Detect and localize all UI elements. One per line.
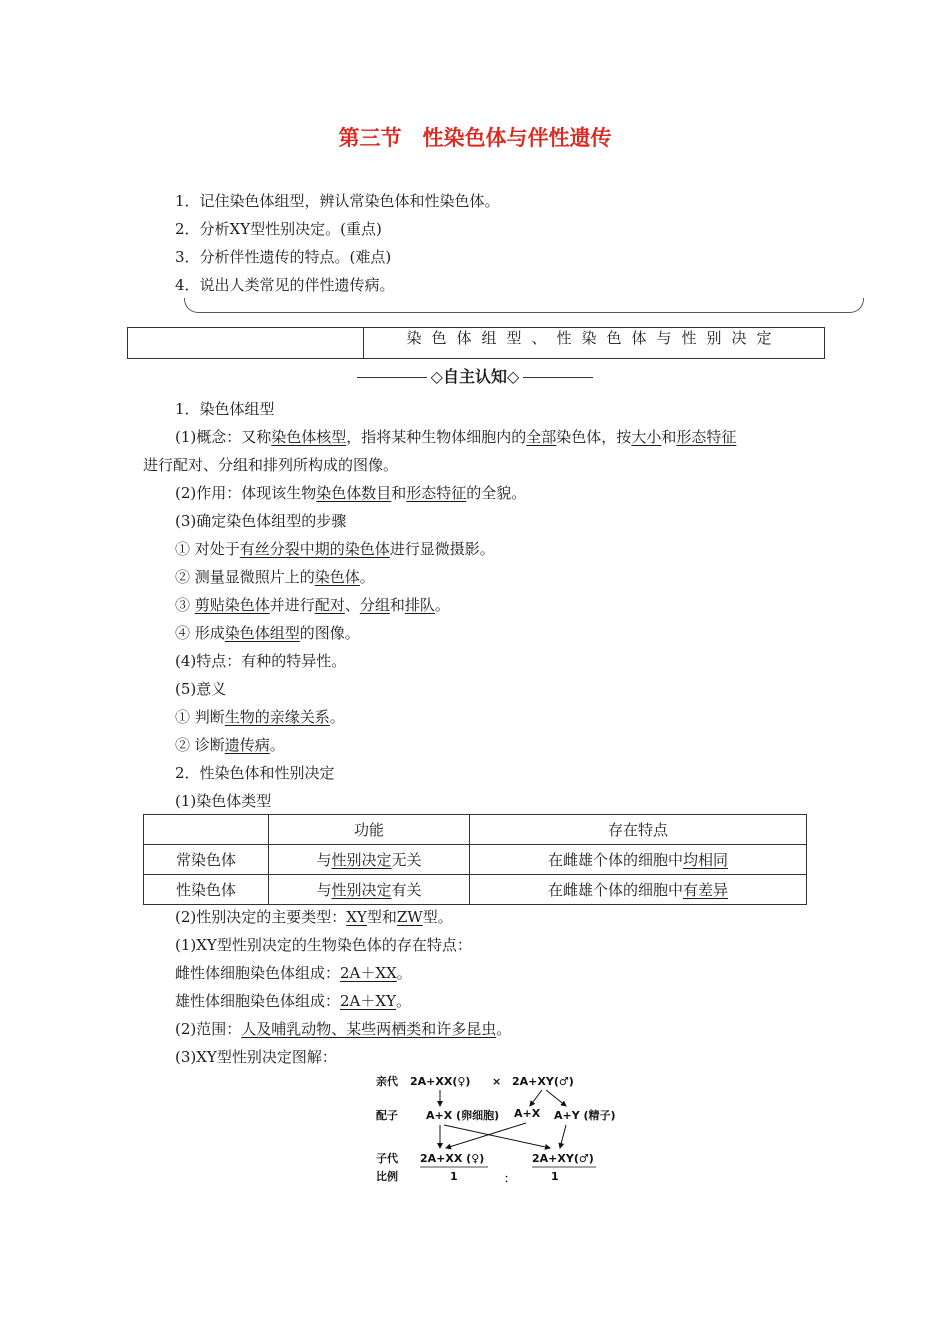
arrow bbox=[446, 1123, 526, 1148]
subsection-heading: ◇自主认知◇ bbox=[0, 364, 950, 387]
arrow bbox=[546, 1090, 566, 1106]
row-function bbox=[269, 875, 470, 905]
heading-1: 1．染色体组型 bbox=[175, 400, 275, 418]
function-line bbox=[175, 482, 526, 503]
blank: 剪贴染色体 bbox=[194, 596, 270, 614]
text: 型。 bbox=[422, 908, 453, 926]
step-3 bbox=[175, 594, 450, 615]
table-header-row bbox=[144, 815, 807, 845]
text: ① 判断 bbox=[175, 708, 225, 726]
female-composition bbox=[175, 962, 412, 983]
row-feature bbox=[470, 845, 807, 875]
text: 与 bbox=[316, 851, 332, 869]
section-header-box bbox=[127, 327, 825, 359]
text: 有关 bbox=[391, 881, 422, 899]
text: 。 bbox=[269, 736, 285, 754]
row-name: 性染色体 bbox=[144, 875, 269, 905]
blank: 全部 bbox=[526, 428, 557, 446]
step-4 bbox=[175, 622, 360, 643]
text: 。 bbox=[396, 964, 412, 982]
blank: 有差异 bbox=[683, 881, 729, 899]
text: 在雌雄个体的细胞中 bbox=[547, 881, 683, 899]
blank: 染色体核型 bbox=[271, 428, 347, 446]
ratio-male: 1 bbox=[551, 1170, 559, 1183]
xy-feature-heading: (1)XY型性别决定的生物染色体的存在特点： bbox=[175, 936, 472, 954]
table-header-cell bbox=[144, 815, 269, 845]
arrow bbox=[530, 1090, 542, 1106]
blank: ZW bbox=[396, 908, 423, 926]
text: 染色体，按 bbox=[556, 428, 632, 446]
text: 。 bbox=[496, 1020, 512, 1038]
blank: 形态特征 bbox=[676, 428, 737, 446]
text: 的图像。 bbox=[299, 624, 360, 642]
male-composition bbox=[175, 990, 411, 1011]
offspring-label: 子代 bbox=[376, 1152, 398, 1165]
blank: 人及哺乳动物、某些两栖类和许多昆虫 bbox=[241, 1020, 497, 1038]
text: 雌性体细胞染色体组成： bbox=[175, 964, 341, 982]
types-line bbox=[175, 906, 453, 927]
step-1 bbox=[175, 538, 495, 559]
significance-heading: (5)意义 bbox=[175, 680, 227, 698]
text: 。 bbox=[395, 992, 411, 1010]
female-offspring: 2A+XX (♀) bbox=[420, 1152, 485, 1165]
significance-2 bbox=[175, 734, 285, 755]
text: 的全貌。 bbox=[466, 484, 527, 502]
cross-symbol: × bbox=[492, 1075, 502, 1088]
male-offspring: 2A+XY(♂) bbox=[532, 1152, 594, 1165]
text: 雄性体细胞染色体组成： bbox=[175, 992, 341, 1010]
objective-item: 4．说出人类常见的伴性遗传病。 bbox=[175, 276, 395, 294]
text: ，指将某种生物体细胞内的 bbox=[346, 428, 527, 446]
ratio-label: 比例 bbox=[376, 1170, 398, 1183]
step-2 bbox=[175, 566, 375, 587]
blank: 染色体组型 bbox=[224, 624, 300, 642]
blank: 分组 bbox=[359, 596, 390, 614]
text: 。 bbox=[329, 708, 345, 726]
arrow bbox=[560, 1125, 566, 1148]
objective-item: 2．分析XY型性别决定。(重点) bbox=[175, 220, 382, 238]
female-parent: 2A+XX(♀) bbox=[410, 1075, 471, 1088]
steps-heading: (3)确定染色体组型的步骤 bbox=[175, 512, 347, 530]
rule-right bbox=[523, 377, 593, 378]
male-parent: 2A+XY(♂) bbox=[512, 1075, 574, 1088]
xy-sex-determination-diagram bbox=[370, 1068, 620, 1188]
text: 。 bbox=[359, 568, 375, 586]
header-underline bbox=[128, 358, 304, 359]
objectives-brace bbox=[184, 298, 864, 313]
subsection-title: 自主认知 bbox=[442, 367, 507, 386]
blank: 生物的亲缘关系 bbox=[224, 708, 330, 726]
ratio-colon: ： bbox=[504, 1172, 515, 1185]
row-function bbox=[269, 845, 470, 875]
arrow bbox=[444, 1125, 550, 1148]
objective-item: 1．记住染色体组型，辨认常染色体和性染色体。 bbox=[175, 192, 500, 210]
blank: 染色体数目 bbox=[316, 484, 392, 502]
text: 并进行 bbox=[269, 596, 315, 614]
blank: 性别决定 bbox=[331, 851, 392, 869]
objective-item: 3．分析伴性遗传的特点。(难点) bbox=[175, 248, 392, 266]
text: 无关 bbox=[391, 851, 422, 869]
concept-line bbox=[175, 426, 736, 447]
text: 进行显微摄影。 bbox=[389, 540, 495, 558]
parent-label: 亲代 bbox=[376, 1075, 398, 1088]
blank: XY bbox=[346, 908, 367, 926]
text: ② 测量显微照片上的 bbox=[175, 568, 315, 586]
rule-left bbox=[357, 377, 427, 378]
heading-2: 2．性染色体和性别决定 bbox=[175, 764, 335, 782]
feature-line: (4)特点：有种的特异性。 bbox=[175, 652, 347, 670]
text: 、 bbox=[344, 596, 360, 614]
blank: 排队 bbox=[404, 596, 435, 614]
blank: 均相同 bbox=[683, 851, 729, 869]
section-header: 染色体组型、性染色体与性别决定 bbox=[406, 329, 782, 347]
text: ④ 形成 bbox=[175, 624, 225, 642]
types-heading: (1)染色体类型 bbox=[175, 792, 272, 810]
row-feature bbox=[470, 875, 807, 905]
range-line bbox=[175, 1018, 511, 1039]
significance-1 bbox=[175, 706, 345, 727]
blank: 有丝分裂中期的染色体 bbox=[239, 540, 390, 558]
page-title: 第三节 性染色体与伴性遗传 bbox=[338, 126, 612, 150]
blank: 2A＋XY bbox=[340, 992, 396, 1010]
concept-line-2: 进行配对、分组和排列所构成的图像。 bbox=[143, 456, 399, 474]
text: (2)性别决定的主要类型： bbox=[175, 908, 347, 926]
blank: 2A＋XX bbox=[340, 964, 397, 982]
table-header-cell: 功能 bbox=[269, 815, 470, 845]
table-row bbox=[144, 875, 807, 905]
text: (2)范围： bbox=[175, 1020, 242, 1038]
text: 和 bbox=[391, 484, 407, 502]
text: 。 bbox=[434, 596, 450, 614]
text: ③ bbox=[175, 596, 195, 614]
text: ② 诊断 bbox=[175, 736, 225, 754]
blank: 形态特征 bbox=[406, 484, 467, 502]
text: (1)概念：又称 bbox=[175, 428, 272, 446]
text: 与 bbox=[316, 881, 332, 899]
ratio-female: 1 bbox=[450, 1170, 458, 1183]
text: 型和 bbox=[366, 908, 397, 926]
text: 和 bbox=[389, 596, 405, 614]
row-name: 常染色体 bbox=[144, 845, 269, 875]
egg-gamete: A+X (卵细胞) bbox=[426, 1109, 500, 1122]
blank: 染色体 bbox=[314, 568, 360, 586]
text: (2)作用：体现该生物 bbox=[175, 484, 317, 502]
blank: 大小 bbox=[631, 428, 662, 446]
blank: 遗传病 bbox=[224, 736, 270, 754]
table-header-cell: 存在特点 bbox=[470, 815, 807, 845]
text: 在雌雄个体的细胞中 bbox=[547, 851, 683, 869]
text: ① 对处于 bbox=[175, 540, 240, 558]
table-row bbox=[144, 845, 807, 875]
blank: 配对 bbox=[314, 596, 345, 614]
gamete-label: 配子 bbox=[376, 1109, 398, 1122]
sperm-x: A+X bbox=[514, 1107, 541, 1120]
diagram-heading: (3)XY型性别决定图解： bbox=[175, 1048, 337, 1066]
chromosome-type-table bbox=[143, 814, 807, 905]
sperm-y: A+Y (精子) bbox=[554, 1109, 616, 1122]
text: 和 bbox=[661, 428, 677, 446]
blank: 性别决定 bbox=[331, 881, 392, 899]
